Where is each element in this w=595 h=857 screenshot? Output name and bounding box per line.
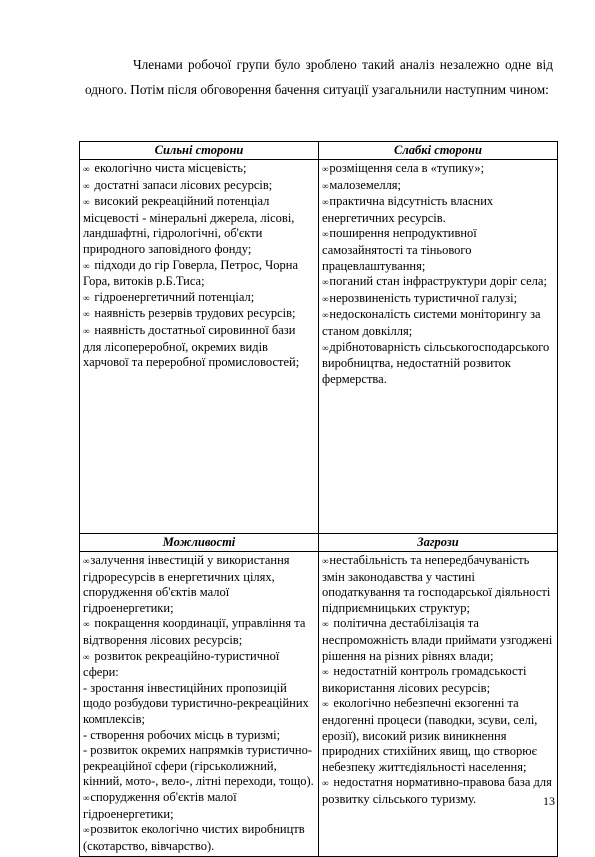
strength-item: ∞ наявність резервів трудових ресурсів; bbox=[83, 306, 296, 321]
weakness-item: ∞поширення непродуктивної самозайнятості та тіньового працевлаштування; bbox=[322, 226, 477, 273]
strength-item: ∞ гідроенергетичний потенціал; bbox=[83, 289, 255, 304]
weakness-item: ∞нерозвиненість туристичної галузі; bbox=[322, 290, 518, 305]
bullet-icon: ∞ bbox=[322, 556, 329, 566]
weakness-item: ∞поганий стан інфраструктури доріг села; bbox=[322, 274, 547, 289]
weakness-item: ∞малоземелля; bbox=[322, 177, 402, 192]
swot-table bbox=[79, 141, 558, 857]
bullet-icon: ∞ bbox=[322, 197, 329, 208]
opportunity-item: ∞розвиток екологічно чистих виробництв (скотарство, вівчарство). bbox=[83, 822, 305, 853]
strength-item: ∞ наявність достатньої сировинної бази для лісопереробної, окремих видів харчової та переробної промисловостей; bbox=[83, 322, 300, 370]
opportunity-item: ∞спорудження об'єктів малої гідроенергетики; bbox=[83, 789, 237, 821]
swot-header-row-bottom bbox=[80, 534, 558, 552]
opportunity-item: ∞ розвиток рекреаційно-туристичної сфери: bbox=[83, 648, 280, 680]
weakness-item: ∞дрібнотоварність сільськогосподарського виробництва, недостатній розвиток фермерства. bbox=[322, 339, 550, 386]
header-weaknesses: Слабкі сторони bbox=[319, 142, 558, 160]
bullet-icon: ∞ bbox=[83, 260, 90, 271]
page-number: 13 bbox=[543, 794, 555, 808]
header-strengths: Сильні сторони bbox=[80, 142, 319, 160]
bullet-icon: ∞ bbox=[83, 292, 90, 303]
weakness-item: ∞недосконалість системи моніторингу за станом довкілля; bbox=[322, 307, 541, 338]
threat-item: ∞ недостатній контроль громадськості використання лісових ресурсів; bbox=[322, 664, 527, 695]
bullet-icon: ∞ bbox=[322, 164, 329, 174]
bullet-icon: ∞ bbox=[322, 277, 329, 288]
bullet-icon: ∞ bbox=[322, 293, 329, 304]
bullet-icon: ∞ bbox=[83, 197, 90, 208]
bullet-icon: ∞ bbox=[322, 180, 329, 191]
bullet-icon: ∞ bbox=[322, 778, 329, 789]
bullet-icon: ∞ bbox=[83, 309, 90, 320]
strength-item: ∞ підходи до гір Говерла, Петрос, Чорна Гора, витоків р.Б.Тиса; bbox=[83, 257, 299, 289]
opportunity-item: ∞залучення інвестицій у використання гідроресурсів в енергетичних цілях, спорудження об'єктів малої гідроенергетики; bbox=[83, 553, 290, 615]
cell-threats bbox=[319, 552, 558, 857]
bullet-icon: ∞ bbox=[322, 229, 329, 240]
cell-strengths bbox=[80, 160, 319, 534]
bullet-icon: ∞ bbox=[322, 699, 329, 710]
bullet-icon: ∞ bbox=[83, 164, 90, 174]
strength-item: ∞ високий рекреаційний потенціал місцевості - мінеральні джерела, лісові, ландшафтні, гідрологічні, об'єкти природного заповідного фонду; bbox=[83, 194, 295, 256]
strength-item: ∞ екологічно чиста місцевість; bbox=[83, 161, 247, 175]
threat-item: ∞ політична дестабілізація та неспроможність влади приймати узгоджені рішення на різних рівнях влади; bbox=[322, 616, 553, 663]
bullet-icon: ∞ bbox=[83, 825, 90, 836]
bullet-icon: ∞ bbox=[83, 651, 90, 662]
intro-text: Членами робочої групи було зроблено такий аналіз незалежно одне від одного. Потім після обговорення бачення ситуації узагальнили наступним чином: bbox=[85, 57, 553, 97]
bullet-icon: ∞ bbox=[83, 180, 90, 191]
bullet-icon: ∞ bbox=[83, 325, 90, 336]
bullet-icon: ∞ bbox=[83, 619, 90, 630]
weakness-item: ∞розміщення села в «тупику»; bbox=[322, 161, 485, 175]
swot-row-top bbox=[80, 160, 558, 534]
opportunity-item: - зростання інвестиційних пропозицій щодо розбудови туристично-рекреаційних комплексів; bbox=[83, 680, 309, 726]
bullet-icon: ∞ bbox=[83, 556, 90, 566]
opportunity-item: - створення робочих місць в туризмі; bbox=[83, 727, 281, 742]
cell-weaknesses bbox=[319, 160, 558, 534]
swot-row-bottom bbox=[80, 552, 558, 857]
bullet-icon: ∞ bbox=[322, 310, 329, 321]
swot-header-row-top bbox=[80, 142, 558, 160]
bullet-icon: ∞ bbox=[83, 792, 90, 803]
header-opportunities: Можливості bbox=[80, 534, 319, 552]
intro-paragraph bbox=[85, 52, 553, 102]
bullet-icon: ∞ bbox=[322, 667, 329, 678]
weakness-item: ∞практична відсутність власних енергетичних ресурсів. bbox=[322, 194, 494, 225]
strength-item: ∞ достатні запаси лісових ресурсів; bbox=[83, 177, 273, 192]
opportunity-item: ∞ покращення координації, управління та відтворення лісових ресурсів; bbox=[83, 616, 306, 647]
opportunity-item: - розвиток окремих напрямків туристично-рекреаційної сфери (гірськолижний, кінний, мото-, вело-, літні переходи, тощо). bbox=[83, 743, 314, 789]
header-threats: Загрози bbox=[319, 534, 558, 552]
bullet-icon: ∞ bbox=[322, 342, 329, 353]
cell-opportunities bbox=[80, 552, 319, 857]
threat-item: ∞нестабільність та непередбачуваність змін законодавства у частині оподаткування та господарської діяльності підприємницьких структур; bbox=[322, 553, 551, 615]
bullet-icon: ∞ bbox=[322, 619, 329, 630]
threat-item: ∞ екологічно небезпечні екзогенні та ендогенні процеси (паводки, зсуви, селі, ерозії), високий ризик виникнення природних стихійних явищ, що створює небезпеку життєдіяльності населення; bbox=[322, 696, 538, 774]
threat-item: ∞ недостатня нормативно-правова база для розвитку сільського туризму. bbox=[322, 775, 552, 806]
